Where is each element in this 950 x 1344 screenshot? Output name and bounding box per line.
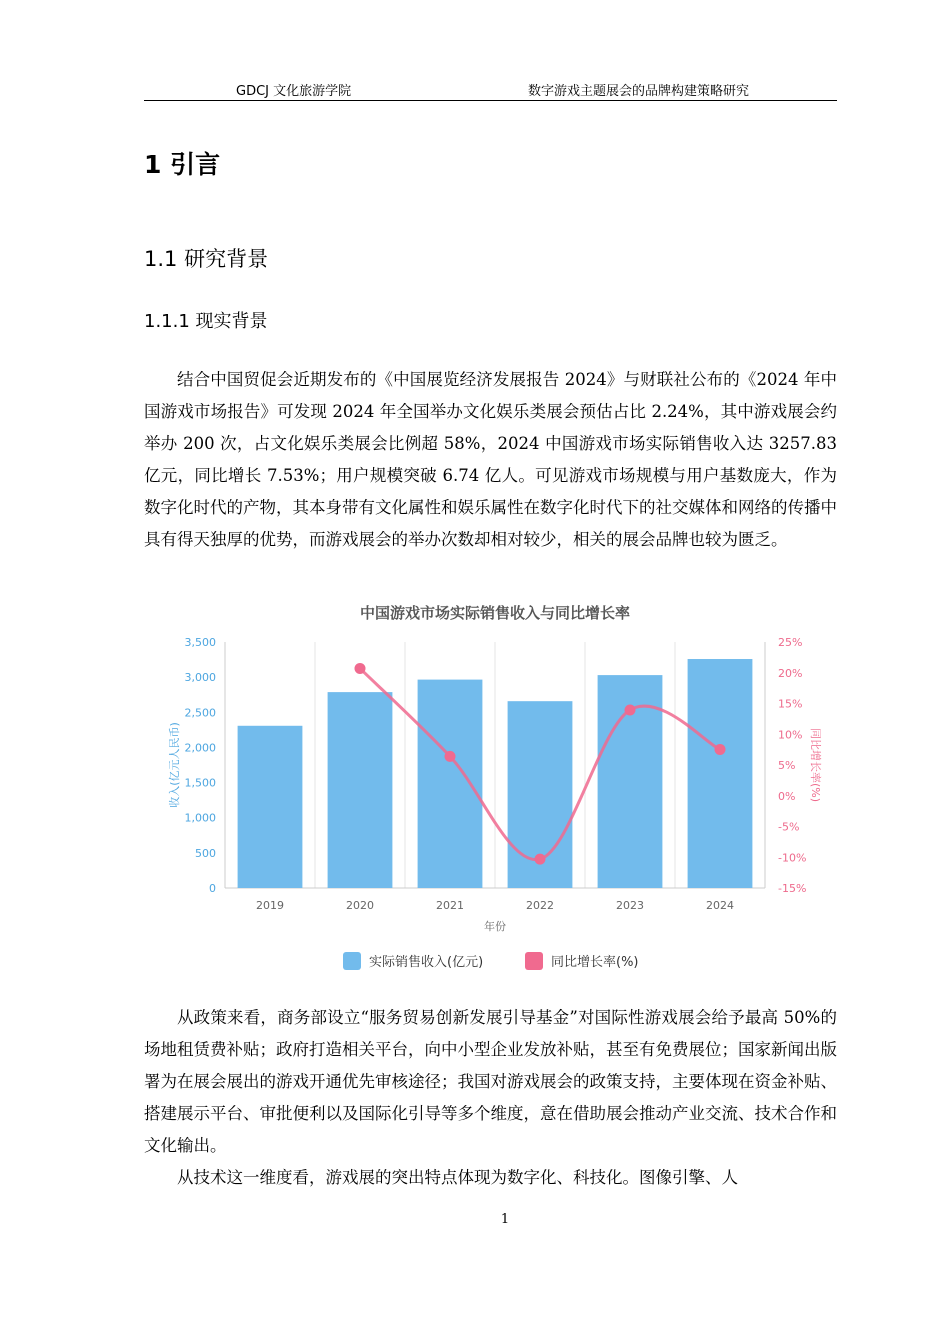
legend-label-growth: 同比增长率(%) xyxy=(551,955,639,970)
y-tick-left-label: 2,000 xyxy=(184,741,216,755)
y-tick-right-label: 10% xyxy=(778,728,803,742)
page-number: 1 xyxy=(500,1212,510,1227)
bar-revenue xyxy=(418,680,483,888)
x-tick-label: 2023 xyxy=(616,899,644,912)
legend-label-revenue: 实际销售收入(亿元) xyxy=(369,955,484,970)
section-heading-1-1: 1.1 研究背景 xyxy=(144,247,269,271)
paragraph-market: 结合中国贸促会近期发布的《中国展览经济发展报告 2024》与财联社公布的《2024 年中国游戏市场报告》可发现 2024 年全国举办文化娱乐类展会预估占比 2.24%，其中游戏展会约举办 200 次，占文化娱乐类展会比例超 58%，2024 中国游戏市场实际销售收入达 3257.83 亿元，同比增长 7.53%；用户规模突破 6.74 亿人。可见游戏市场规模与用户基数庞大，作为数字化时代的产物，其本身带有文化属性和娱乐属性在数字化时代下的社交媒体和网络的传播中具有得天独厚的优势，而游戏展会的举办次数却相对较少，相关的展会品牌也较为匮乏。 xyxy=(144,370,837,549)
x-axis-title: 年份 xyxy=(484,920,506,933)
section-heading-1: 1 引言 xyxy=(144,150,221,179)
y-axis-left-title: 收入(亿元人民币) xyxy=(168,722,181,808)
y-tick-right-label: 15% xyxy=(778,697,803,711)
y-axis-right-title: 同比增长率(%) xyxy=(809,727,822,803)
legend-swatch-revenue xyxy=(343,952,361,970)
y-tick-left-label: 500 xyxy=(195,846,216,860)
y-tick-left-label: 3,000 xyxy=(184,671,216,685)
paragraph-technology: 从技术这一维度看，游戏展的突出特点体现为数字化、科技化。图像引擎、人 xyxy=(177,1168,738,1187)
y-tick-left-label: 1,000 xyxy=(184,811,216,825)
x-tick-label: 2020 xyxy=(346,899,374,912)
chart-title: 中国游戏市场实际销售收入与同比增长率 xyxy=(359,604,631,622)
section-heading-1-1-1: 1.1.1 现实背景 xyxy=(144,311,268,332)
y-tick-right-label: -15% xyxy=(778,882,807,895)
y-tick-right-label: 25% xyxy=(778,636,803,649)
growth-rate-point xyxy=(715,744,726,755)
y-tick-right-label: -5% xyxy=(778,820,800,834)
bar-revenue xyxy=(328,692,393,888)
page-header xyxy=(144,72,837,101)
header-institution: GDCJ 文化旅游学院 xyxy=(236,84,352,99)
y-tick-left-label: 3,500 xyxy=(184,636,216,649)
y-tick-right-label: 5% xyxy=(778,759,796,772)
bar-revenue xyxy=(688,659,753,888)
x-tick-label: 2021 xyxy=(436,899,464,912)
y-tick-left-label: 1,500 xyxy=(184,776,216,790)
x-tick-label: 2022 xyxy=(526,899,554,912)
header-paper-title: 数字游戏主题展会的品牌构建策略研究 xyxy=(528,84,750,99)
growth-rate-point xyxy=(535,854,546,865)
y-tick-right-label: 0% xyxy=(778,789,796,803)
paragraph-policy: 从政策来看，商务部设立“服务贸易创新发展引导基金”对国际性游戏展会给予最高 50%的场地租赁费补贴；政府打造相关平台，向中小型企业发放补贴，甚至有免费展位；国家新闻出版署为在展会展出的游戏开通优先审核途径；我国对游戏展会的政策支持，主要体现在资金补贴、搭建展示平台、审批便利以及国际化引导等多个维度，意在借助展会推动产业交流、技术合作和文化输出。 xyxy=(144,1008,837,1155)
revenue-growth-chart xyxy=(160,592,850,992)
growth-rate-point xyxy=(625,704,636,715)
x-tick-label: 2019 xyxy=(256,899,284,912)
growth-rate-point xyxy=(445,751,456,762)
y-tick-right-label: -10% xyxy=(778,851,807,865)
chart-svg xyxy=(160,592,850,992)
growth-rate-point xyxy=(355,663,366,674)
x-tick-label: 2024 xyxy=(706,899,734,912)
y-tick-left-label: 2,500 xyxy=(184,706,216,720)
legend-swatch-growth xyxy=(525,952,543,970)
y-tick-right-label: 20% xyxy=(778,666,803,680)
y-tick-left-label: 0 xyxy=(209,882,216,895)
bar-revenue xyxy=(238,726,303,888)
